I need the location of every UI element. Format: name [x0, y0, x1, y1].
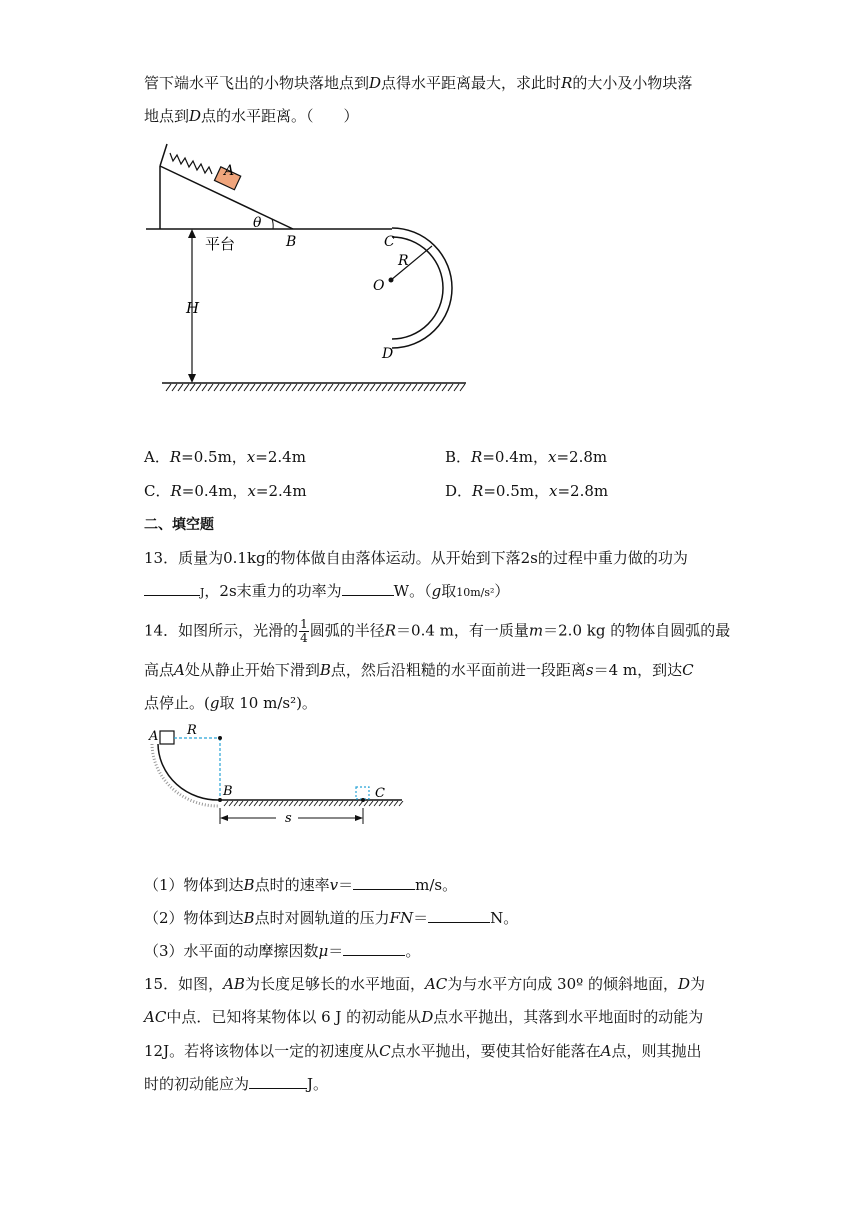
q14-var: g — [209, 694, 220, 712]
fraction-numerator: 1 — [300, 617, 308, 631]
q13-unit: J — [200, 586, 205, 599]
label-h: H — [186, 299, 200, 317]
option-c[interactable] — [144, 480, 307, 501]
q14-text: ＝ — [338, 876, 354, 894]
q14-sub1 — [144, 874, 457, 895]
q14-text: 。 — [405, 942, 421, 960]
ground-hatch — [166, 384, 465, 391]
q12-text: 管下端水平飞出的小物块落地点到 — [144, 74, 370, 92]
q14-sub2 — [144, 907, 518, 928]
q15-var: D — [677, 975, 690, 993]
option-var: R — [169, 448, 182, 466]
q15-line2 — [144, 1006, 703, 1027]
q14-var: s — [585, 661, 594, 679]
q14-var: R — [384, 621, 397, 640]
q14-text: （3）水平面的动摩擦因数 — [144, 942, 319, 960]
q14-text: ＝ — [413, 909, 429, 927]
label-o: O — [373, 278, 385, 294]
q15-var: AC — [144, 1008, 167, 1026]
label-platform: 平台 — [205, 235, 236, 253]
option-value: =2.8m — [557, 482, 609, 500]
label-a: A — [149, 729, 159, 744]
q14-var: A — [174, 661, 185, 679]
q14-text: 高点 — [144, 661, 175, 679]
q13-text: ） — [494, 582, 510, 600]
q12-var-r: R — [561, 74, 573, 92]
q13-text: ，2s末重力的功率为 — [204, 582, 342, 600]
label-d: D — [382, 346, 394, 362]
q15-text: 15．如图， — [144, 975, 224, 993]
q12-text: 点得水平距离最大，求此时 — [381, 74, 562, 92]
option-value: =0.4m， — [482, 448, 548, 466]
option-b[interactable] — [445, 446, 607, 467]
q12-text-line1 — [144, 72, 692, 93]
q14-fraction — [299, 618, 309, 645]
q14-text: ＝0.4 m，有一质量 — [396, 621, 529, 640]
q14-line1 — [144, 618, 730, 645]
q14-var: v — [329, 876, 339, 894]
label-c: C — [375, 786, 385, 801]
q15-text: 点，则其抛出 — [611, 1042, 702, 1060]
option-var: R — [471, 448, 483, 466]
box-a — [160, 731, 174, 744]
option-var: x — [547, 448, 557, 466]
label-s: s — [285, 811, 292, 826]
q14-blank-3[interactable] — [343, 941, 405, 956]
q13-unit: W。（ — [393, 582, 432, 600]
q14-line3 — [144, 692, 317, 713]
q15-text: 中点．已知将某物体以 6 J 的初动能从 — [166, 1008, 422, 1026]
q14-text: 点时的速率 — [254, 876, 330, 894]
q13-g-value: 10m/s² — [456, 586, 495, 599]
q14-text: 处从静止开始下滑到 — [184, 661, 320, 679]
q13-blank-work[interactable] — [144, 581, 200, 596]
q15-text: 点水平抛出，要使其恰好能落在 — [390, 1042, 601, 1060]
q12-figure — [140, 136, 480, 396]
option-value: =0.5m， — [483, 482, 549, 500]
label-a: A — [224, 163, 235, 179]
q14-blank-1[interactable] — [353, 875, 415, 890]
label-b: B — [223, 784, 233, 799]
q14-var: B — [243, 909, 255, 927]
option-d[interactable] — [445, 480, 608, 501]
q15-var: AB — [223, 975, 245, 993]
q13-blank-power[interactable] — [342, 581, 394, 596]
option-value: =2.4m — [255, 448, 306, 466]
q15-text: 12J。若将该物体以一定的初速度从 — [144, 1042, 380, 1060]
q12-text: 的大小及小物块落 — [572, 74, 693, 92]
q14-unit: N。 — [490, 909, 519, 927]
option-var: x — [548, 482, 558, 500]
q14-figure — [140, 720, 420, 830]
q15-var: A — [600, 1042, 612, 1060]
q15-unit: J。 — [307, 1075, 329, 1093]
option-letter: B． — [445, 448, 472, 466]
q15-line1 — [144, 973, 705, 994]
label-r: R — [187, 723, 197, 738]
q15-text: 为与水平方向成 30º 的倾斜地面， — [447, 975, 678, 993]
q12-text: 点的水平距离。（ ） — [201, 107, 359, 125]
q14-line2 — [144, 659, 694, 680]
q14-text: ＝4 m，到达 — [593, 661, 683, 679]
box-c — [356, 787, 369, 799]
q15-text: 为长度足够长的水平地面， — [244, 975, 425, 993]
q14-var: B — [243, 876, 255, 894]
section-title: 二、填空题 — [144, 517, 214, 533]
label-r: R — [398, 253, 409, 269]
q14-text: （1）物体到达 — [144, 876, 244, 894]
option-letter: C． — [144, 482, 171, 500]
q15-var: D — [421, 1008, 434, 1026]
option-value: =0.4m， — [181, 482, 248, 500]
q15-text: 时的初动能应为 — [144, 1075, 250, 1093]
q14-text: ＝ — [328, 942, 344, 960]
spring — [170, 153, 212, 174]
q13-line2 — [144, 580, 509, 601]
q14-text: 圆弧的半径 — [309, 621, 385, 640]
q14-var: m — [528, 621, 544, 640]
q15-line4 — [144, 1073, 328, 1094]
label-theta: θ — [253, 215, 262, 231]
q14-text: 取 10 m/s²)。 — [219, 694, 317, 712]
q15-text: 点水平抛出，其落到水平地面时的动能为 — [433, 1008, 704, 1026]
q14-text: ＝2.0 kg 的物体自圆弧的最 — [543, 621, 731, 640]
option-letter: D． — [445, 482, 473, 500]
option-value: =2.8m — [556, 448, 608, 466]
q14-text: （2）物体到达 — [144, 909, 244, 927]
q12-text-line2 — [144, 105, 359, 126]
q14-text: 14．如图所示，光滑的 — [144, 621, 299, 640]
q12-var-d: D — [189, 107, 202, 125]
option-var: x — [247, 482, 256, 500]
q14-text: 点时对圆轨道的压力 — [254, 909, 390, 927]
q15-line3 — [144, 1040, 701, 1061]
option-var: x — [246, 448, 256, 466]
q15-var: AC — [424, 975, 448, 993]
q14-var: B — [319, 661, 331, 679]
q14-var: C — [682, 661, 694, 679]
option-var: R — [472, 482, 484, 500]
q13-line1: 13．质量为0.1kg的物体做自由落体运动。从开始到下落2s的过程中重力做的功为 — [144, 549, 688, 567]
q14-var: μ — [318, 942, 329, 960]
option-value: =2.4m — [255, 482, 307, 500]
label-b: B — [286, 234, 297, 250]
option-var: R — [170, 482, 182, 500]
q14-blank-2[interactable] — [428, 908, 490, 923]
q14-unit: m/s。 — [415, 876, 458, 894]
q14-var: FN — [389, 909, 414, 927]
q14-sub3 — [144, 940, 420, 961]
option-a[interactable] — [144, 446, 306, 467]
option-value: =0.5m， — [181, 448, 247, 466]
q15-text: 为 — [690, 975, 706, 993]
q12-var-d: D — [369, 74, 382, 92]
q15-blank[interactable] — [249, 1074, 307, 1089]
q14-text: 点停止。( — [144, 694, 210, 712]
q14-text: 点，然后沿粗糙的水平面前进一段距离 — [330, 661, 586, 679]
q13-var-g: g — [431, 582, 442, 600]
fraction-denominator: 4 — [300, 631, 308, 645]
option-letter: A． — [144, 448, 170, 466]
q13-text: 取 — [441, 582, 457, 600]
label-c: C — [384, 234, 395, 250]
q15-var: C — [379, 1042, 391, 1060]
q12-text: 地点到 — [144, 107, 190, 125]
